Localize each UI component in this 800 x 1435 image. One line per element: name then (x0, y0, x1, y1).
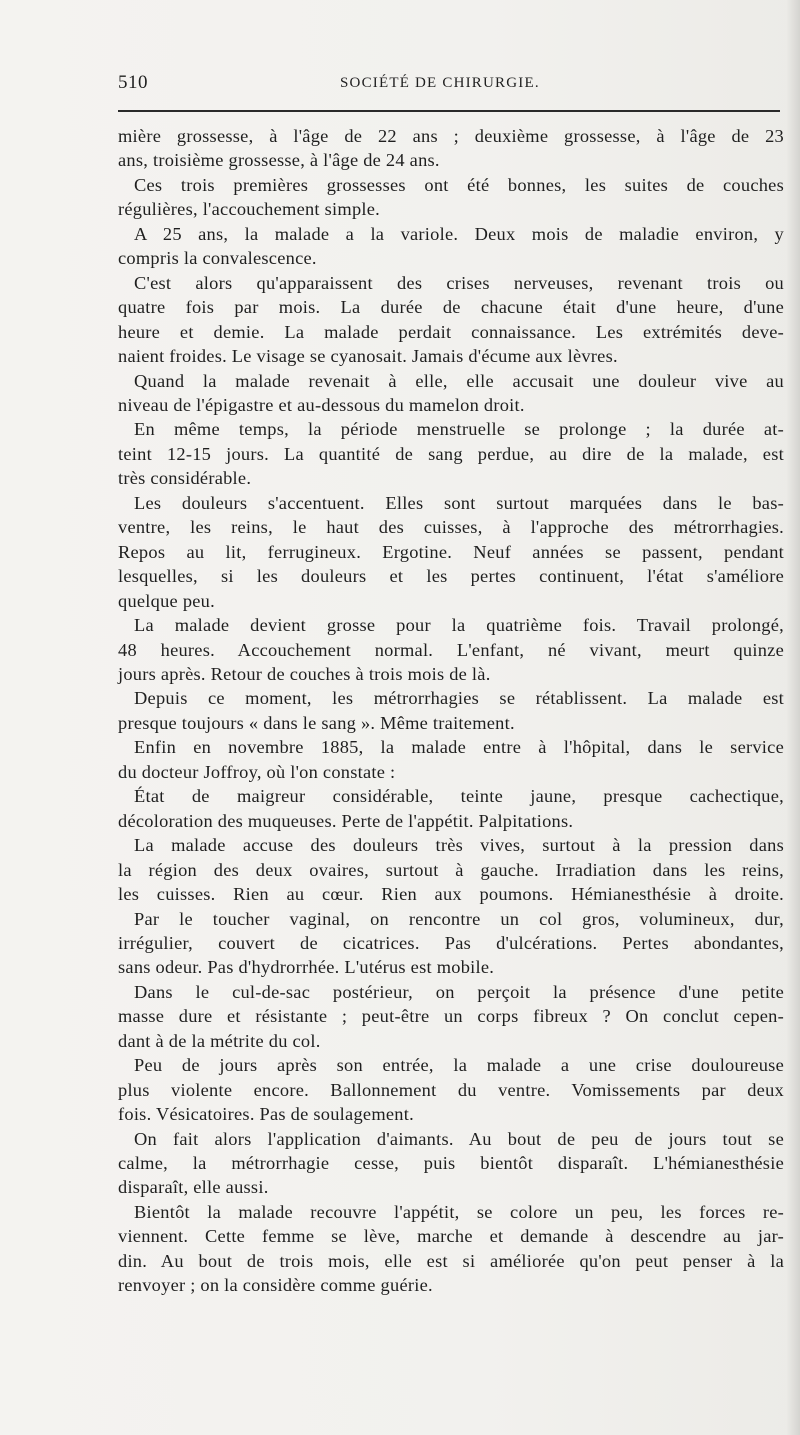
text-line: heure et demie. La malade perdait connaissance. Les extrémités deve- (118, 321, 784, 342)
text-line: disparaît, elle aussi. (118, 1177, 269, 1198)
text-line: quelque peu. (118, 590, 215, 611)
text-line: compris la convalescence. (118, 248, 317, 269)
text-line: Dans le cul-de-sac postérieur, on perçoit la présence d'une petite (134, 981, 784, 1002)
text-line: décoloration des muqueuses. Perte de l'appétit. Palpitations. (118, 810, 574, 831)
text-line: Enfin en novembre 1885, la malade entre à l'hôpital, dans le service (134, 737, 784, 758)
text-line: Peu de jours après son entrée, la malade a une crise douloureuse (134, 1055, 784, 1076)
text-line: Depuis ce moment, les métrorrhagies se rétablissent. La malade est (134, 688, 784, 709)
text-line: Les douleurs s'accentuent. Elles sont surtout marquées dans le bas- (134, 492, 784, 513)
header-rule (118, 110, 780, 112)
text-line: du docteur Joffroy, où l'on constate : (118, 761, 396, 782)
text-line: ventre, les reins, le haut des cuisses, à l'approche des métrorrhagies. (118, 517, 784, 538)
text-line: En même temps, la période menstruelle se prolonge ; la durée at- (134, 419, 784, 440)
text-line: calme, la métrorrhagie cesse, puis bientôt disparaît. L'hémianesthésie (118, 1153, 784, 1174)
page-header (118, 72, 784, 98)
text-line: jours après. Retour de couches à trois mois de là. (118, 663, 491, 684)
text-line: régulières, l'accouchement simple. (118, 199, 381, 220)
running-title: SOCIÉTÉ DE CHIRURGIE. (340, 75, 540, 91)
text-line: irrégulier, couvert de cicatrices. Pas d'ulcérations. Pertes abondantes, (118, 932, 784, 953)
text-line: La malade devient grosse pour la quatrième fois. Travail prolongé, (134, 615, 784, 636)
text-line: viennent. Cette femme se lève, marche et demande à descendre au jar- (118, 1226, 784, 1247)
body-text (118, 124, 784, 1298)
text-line: La malade accuse des douleurs très vives, surtout à la pression dans (134, 835, 784, 856)
text-line: très considérable. (118, 468, 252, 489)
text-line: Repos au lit, ferrugineux. Ergotine. Neuf années se passent, pendant (118, 541, 784, 562)
page-edge-shadow (786, 0, 800, 1435)
text-line: renvoyer ; on la considère comme guérie. (118, 1275, 433, 1296)
text-line: A 25 ans, la malade a la variole. Deux mois de maladie environ, y (134, 223, 784, 244)
text-line: mière grossesse, à l'âge de 22 ans ; deuxième grossesse, à l'âge de 23 (118, 126, 784, 146)
text-line: naient froides. Le visage se cyanosait. Jamais d'écume aux lèvres. (118, 346, 618, 367)
text-line: teint 12-15 jours. La quantité de sang perdue, au dire de la malade, est (118, 443, 784, 464)
text-line: dant à de la métrite du col. (118, 1030, 321, 1051)
text-line: les cuisses. Rien au cœur. Rien aux poumons. Hémianesthésie à droite. (118, 884, 784, 905)
text-line: Ces trois premières grossesses ont été bonnes, les suites de couches (134, 174, 784, 195)
text-line: plus violente encore. Ballonnement du ventre. Vomissements par deux (118, 1079, 784, 1100)
text-line: presque toujours « dans le sang ». Même traitement. (118, 712, 515, 733)
text-line: lesquelles, si les douleurs et les pertes continuent, l'état s'améliore (118, 566, 784, 587)
text-line: sans odeur. Pas d'hydrorrhée. L'utérus est mobile. (118, 957, 495, 978)
text-line: Bientôt la malade recouvre l'appétit, se colore un peu, les forces re- (134, 1201, 784, 1222)
text-line: On fait alors l'application d'aimants. Au bout de peu de jours tout se (134, 1128, 784, 1149)
text-line: la région des deux ovaires, surtout à gauche. Irradiation dans les reins, (118, 859, 784, 880)
text-line: masse dure et résistante ; peut-être un corps fibreux ? On conclut cepen- (118, 1006, 784, 1027)
text-line: État de maigreur considérable, teinte jaune, presque cachectique, (134, 786, 784, 807)
text-line: niveau de l'épigastre et au-dessous du mamelon droit. (118, 394, 525, 415)
text-line: Quand la malade revenait à elle, elle accusait une douleur vive au (134, 370, 784, 391)
text-line: fois. Vésicatoires. Pas de soulagement. (118, 1104, 414, 1125)
text-line: ans, troisième grossesse, à l'âge de 24 ans. (118, 150, 440, 171)
text-line: quatre fois par mois. La durée de chacune était d'une heure, d'une (118, 297, 784, 318)
text-line: Par le toucher vaginal, on rencontre un col gros, volumineux, dur, (134, 908, 784, 929)
text-line: C'est alors qu'apparaissent des crises nerveuses, revenant trois ou (134, 272, 784, 293)
text-line: 48 heures. Accouchement normal. L'enfant, né vivant, meurt quinze (118, 639, 784, 660)
page-number: 510 (118, 72, 148, 93)
text-line: din. Au bout de trois mois, elle est si améliorée qu'on peut penser à la (118, 1250, 784, 1271)
